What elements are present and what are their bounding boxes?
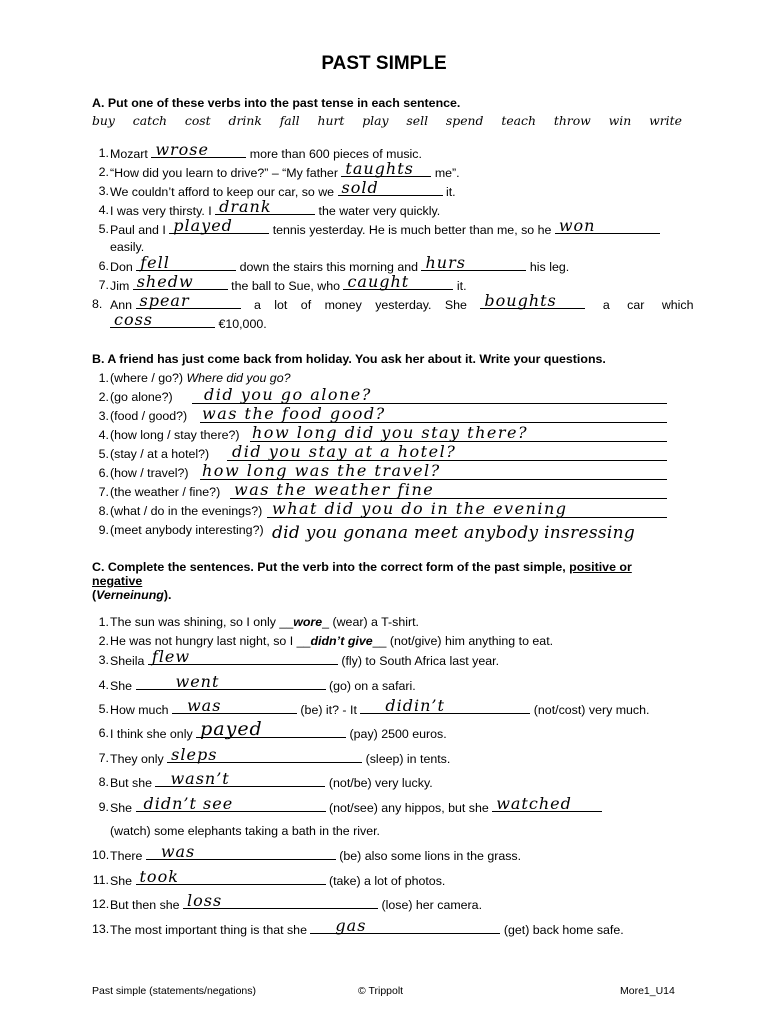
handwritten-answer: did you go alone? — [204, 385, 372, 404]
handwritten-answer: what did you do in the evening — [272, 499, 568, 518]
item-number: 9. — [98, 800, 109, 814]
handwritten-answer: went — [175, 672, 220, 691]
handwritten-answer: fell — [140, 253, 170, 272]
exercise-line — [92, 769, 682, 791]
item-text: (get) back home safe. — [500, 923, 624, 937]
item-number: 3. — [98, 409, 109, 423]
handwritten-answer: loss — [187, 891, 223, 910]
item-text: She — [110, 801, 136, 815]
item-text: €10,000. — [215, 317, 267, 331]
handwritten-answer: drank — [219, 197, 272, 216]
item-text: But then she — [110, 898, 184, 912]
item-number: 8. — [98, 775, 109, 789]
handwritten-answer: taughts — [345, 159, 414, 178]
verb: catch — [132, 113, 168, 128]
handwritten-answer: payed — [200, 718, 263, 740]
verb: write — [649, 113, 682, 128]
item-text: (not/be) very lucky. — [325, 776, 433, 790]
handwritten-answer: sleps — [171, 745, 218, 764]
handwritten-answer: did you gonana meet anybody insressing — [272, 523, 636, 543]
item-number: 3. — [98, 184, 109, 198]
exercise-line — [92, 216, 682, 238]
item-text: I think she only — [110, 727, 197, 741]
item-text: easily. — [110, 240, 145, 254]
handwritten-answer: how long was the travel? — [202, 461, 441, 480]
handwritten-answer: wasn’t — [170, 769, 230, 788]
item-number: 2. — [98, 165, 109, 179]
handwritten-answer: spear — [139, 291, 190, 310]
item-text: a lot of money yesterday. She — [240, 298, 481, 312]
handwritten-answer: was — [160, 842, 196, 861]
example-answer: wore — [293, 615, 323, 629]
verb: sell — [406, 113, 429, 128]
item-number: 9. — [98, 523, 109, 537]
verb: play — [362, 113, 389, 128]
answer-blank[interactable] — [133, 272, 228, 291]
exercise-line — [92, 614, 682, 631]
handwritten-answer: gas — [335, 916, 367, 935]
item-prompt: (where / go?) — [110, 371, 184, 385]
verb: teach — [501, 113, 536, 128]
item-text: down the stairs this morning and — [236, 260, 422, 274]
item-number: 3. — [98, 653, 109, 667]
verb: hurt — [317, 113, 345, 128]
item-number: 12. — [92, 897, 110, 911]
question-line — [92, 370, 682, 387]
handwritten-answer: wrose — [155, 140, 209, 159]
handwritten-answer: coss — [114, 310, 154, 329]
item-text: more than 600 pieces of music. — [246, 147, 422, 161]
item-number: 1. — [98, 615, 109, 629]
item-text: his leg. — [526, 260, 570, 274]
answer-blank[interactable] — [136, 253, 236, 272]
answer-blank[interactable] — [136, 291, 241, 310]
answer-blank[interactable] — [151, 140, 246, 159]
exercise-line — [92, 891, 682, 913]
handwritten-answer: did you stay at a hotel? — [232, 442, 457, 461]
item-text: (pay) 2500 euros. — [346, 727, 447, 741]
item-number: 6. — [98, 466, 109, 480]
item-text: But she — [110, 776, 156, 790]
handwritten-answer: sold — [341, 178, 379, 197]
exercise-line — [92, 867, 682, 889]
item-number: 8. — [92, 297, 103, 311]
item-number: 1. — [98, 146, 109, 160]
item-text: (not/see) any hippos, but she — [325, 801, 493, 815]
exercise-line — [92, 823, 682, 840]
question-line — [92, 499, 682, 520]
item-text: the water very quickly. — [315, 204, 441, 218]
answer-blank[interactable] — [555, 216, 660, 235]
question-line — [92, 522, 682, 543]
handwritten-answer: flew — [151, 647, 191, 666]
example-answer: Where did you go? — [186, 371, 291, 385]
item-text: __ (not/give) him anything to eat. — [372, 634, 554, 648]
item-number: 2. — [98, 390, 109, 404]
item-prompt: (stay / at a hotel?) — [110, 447, 210, 461]
item-text: (fly) to South Africa last year. — [337, 654, 500, 668]
answer-blank[interactable] — [172, 696, 297, 715]
answer-blank[interactable] — [155, 769, 325, 788]
item-text: me”. — [431, 166, 460, 180]
verb: throw — [553, 113, 591, 128]
item-text: They only — [110, 752, 168, 766]
exercise-line — [92, 745, 682, 767]
answer-blank[interactable] — [169, 216, 269, 235]
item-text: Mozart — [110, 147, 152, 161]
footer-right: More1_U14 — [620, 985, 675, 997]
verb-list — [92, 113, 682, 128]
section-a-heading: A. Put one of these verbs into the past tense in each sentence. — [92, 96, 461, 110]
handwritten-answer: was — [186, 696, 222, 715]
exercise-line — [92, 842, 682, 864]
verb: win — [608, 113, 632, 128]
exercise-line — [92, 159, 682, 181]
item-text: (take) a lot of photos. — [325, 874, 446, 888]
item-text: Sheila — [110, 654, 148, 668]
answer-blank[interactable] — [167, 745, 362, 764]
exercise-line — [92, 291, 694, 313]
item-number: 5. — [98, 447, 109, 461]
answer-blank[interactable] — [148, 647, 338, 666]
item-prompt: (how / travel?) — [110, 466, 189, 480]
item-text: I was very thirsty. I — [110, 204, 216, 218]
answer-blank[interactable] — [343, 272, 453, 291]
exercise-line — [92, 310, 682, 332]
item-prompt: (meet anybody interesting?) — [110, 523, 264, 537]
answer-blank[interactable] — [310, 916, 500, 935]
item-number: 7. — [98, 751, 109, 765]
item-text: Ann — [110, 298, 136, 312]
item-text: (be) also some lions in the grass. — [335, 849, 522, 863]
item-text: She — [110, 874, 136, 888]
page-title: PAST SIMPLE — [321, 53, 447, 74]
item-number: 4. — [98, 678, 109, 692]
exercise-line — [92, 239, 682, 256]
item-number: 4. — [98, 203, 109, 217]
footer-center: © Trippolt — [358, 985, 404, 997]
verb: drink — [228, 113, 262, 128]
item-prompt: (how long / stay there?) — [110, 428, 240, 442]
item-text: Paul and I — [110, 223, 170, 237]
answer-blank[interactable] — [136, 794, 326, 813]
item-text: “How did you learn to drive?” – “My father — [110, 166, 342, 180]
item-text: (go) on a safari. — [325, 679, 416, 693]
item-text: (lose) her camera. — [378, 898, 483, 912]
section-c-heading: C. Complete the sentences. Put the verb into the correct form of the past simple, positive or negative (Verneinung). — [92, 560, 632, 602]
item-text: (sleep) in tents. — [362, 752, 451, 766]
item-number: 5. — [98, 222, 109, 236]
item-number: 7. — [98, 278, 109, 292]
item-text: _ (wear) a T-shirt. — [322, 615, 419, 629]
verb: fall — [279, 113, 300, 128]
handwritten-answer: took — [139, 867, 179, 886]
item-text: How much — [110, 703, 172, 717]
question-line — [92, 385, 682, 406]
item-text: We couldn’t afford to keep our car, so we — [110, 185, 338, 199]
item-number: 6. — [98, 259, 109, 273]
verb: spend — [445, 113, 484, 128]
item-number: 11. — [92, 873, 109, 887]
answer-blank[interactable] — [136, 867, 326, 886]
answer-blank[interactable] — [110, 310, 215, 329]
handwritten-answer: was the food good? — [202, 404, 386, 423]
section-b-heading: B. A friend has just come back from holiday. You ask her about it. Write your questions. — [92, 352, 606, 366]
footer-left: Past simple (statements/negations) — [92, 985, 256, 997]
exercise-line — [92, 696, 682, 718]
item-text: He was not hungry last night, so I __ — [110, 634, 311, 648]
item-number: 13. — [92, 922, 110, 936]
item-number: 10. — [92, 848, 110, 862]
exercise-line — [92, 916, 682, 938]
answer-blank[interactable] — [136, 672, 326, 691]
item-prompt: (go alone?) — [110, 390, 173, 404]
verb: buy — [92, 113, 115, 128]
answer-blank[interactable] — [341, 159, 431, 178]
item-prompt: (food / good?) — [110, 409, 188, 423]
handwritten-answer: caught — [347, 272, 410, 291]
exercise-line — [92, 672, 682, 694]
example-answer: didn’t give — [310, 634, 373, 648]
item-text: (watch) some elephants taking a bath in the river. — [110, 824, 380, 838]
item-prompt: (the weather / fine?) — [110, 485, 221, 499]
item-number: 2. — [98, 634, 109, 648]
item-text: She — [110, 679, 136, 693]
verb: cost — [184, 113, 211, 128]
exercise-line — [92, 178, 682, 200]
handwritten-answer: didin’t — [385, 696, 445, 715]
item-number: 4. — [98, 428, 109, 442]
item-number: 1. — [98, 371, 109, 385]
item-text: Don — [110, 260, 137, 274]
exercise-line — [92, 647, 682, 669]
handwritten-answer: watched — [496, 794, 572, 813]
answer-blank[interactable] — [183, 891, 378, 910]
item-text: it. — [442, 185, 456, 199]
item-number: 6. — [98, 726, 109, 740]
item-number: 5. — [98, 702, 109, 716]
item-text: the ball to Sue, who — [227, 279, 344, 293]
item-prompt: (what / do in the evenings?) — [110, 504, 263, 518]
answer-blank[interactable] — [196, 718, 346, 740]
item-text: (be) it? - It — [296, 703, 361, 717]
answer-blank[interactable] — [492, 794, 602, 813]
item-text: Jim — [110, 279, 133, 293]
item-text: There — [110, 849, 146, 863]
item-number: 7. — [98, 485, 109, 499]
item-text: it. — [453, 279, 467, 293]
answer-blank[interactable] — [421, 253, 526, 272]
handwritten-answer: won — [558, 216, 596, 235]
handwritten-answer: played — [173, 216, 233, 235]
answer-blank[interactable] — [338, 178, 443, 197]
exercise-line — [92, 794, 682, 816]
answer-blank[interactable] — [480, 291, 585, 310]
item-text: (not/cost) very much. — [530, 703, 650, 717]
item-text: The sun was shining, so I only __ — [110, 615, 294, 629]
handwritten-answer: didn’t see — [143, 794, 234, 813]
handwritten-answer: how long did you stay there? — [252, 423, 529, 442]
item-text: a car which — [585, 298, 694, 312]
handwritten-answer: was the weather fine — [234, 480, 435, 499]
exercise-line — [92, 718, 682, 742]
answer-blank[interactable] — [215, 197, 315, 216]
item-text: The most important thing is that she — [110, 923, 311, 937]
item-text: tennis yesterday. He is much better than me, so he — [269, 223, 555, 237]
handwritten-answer: boughts — [484, 291, 557, 310]
answer-blank[interactable] — [360, 696, 530, 715]
answer-blank[interactable] — [146, 842, 336, 861]
item-number: 8. — [98, 504, 109, 518]
handwritten-answer: hurs — [425, 253, 466, 272]
handwritten-answer: shedw — [136, 272, 194, 291]
